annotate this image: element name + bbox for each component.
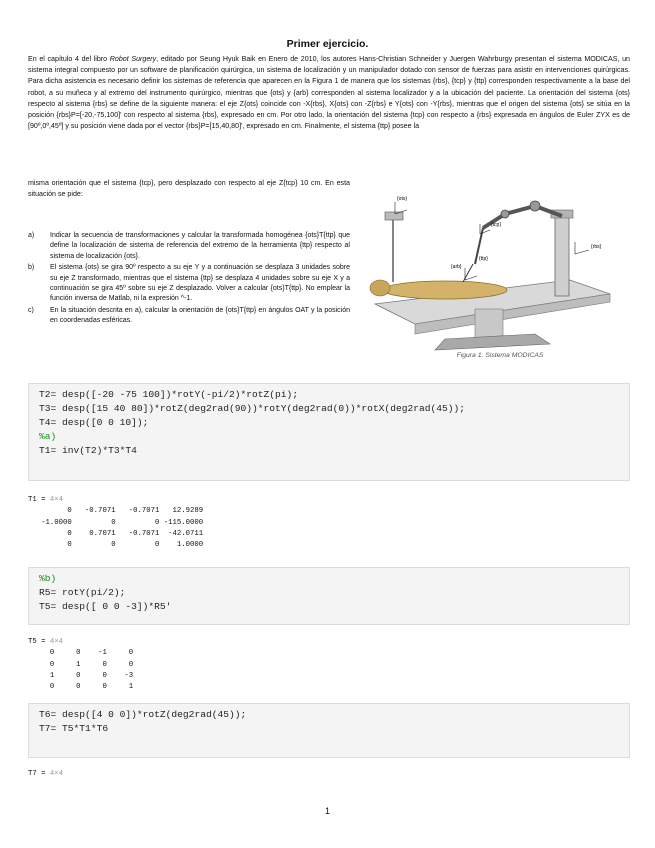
question-c: c) En la situación descrita en a), calcular la orientación de {ots}T{ttp} en ángulos OAT y la posición en coordenadas esféricas. (28, 306, 350, 325)
matrix-row: 0 0 0 1 (28, 683, 134, 692)
output-T1 (28, 495, 203, 551)
output-T5 (28, 637, 133, 693)
output-T7 (28, 769, 63, 780)
output-dims: 4×4 (49, 496, 64, 504)
code-line: T4= desp([0 0 10]); (39, 417, 149, 428)
matrix-row: 0 -0.7071 -0.7071 12.9289 (28, 507, 204, 516)
code-line: T7= T5*T1*T6 (39, 723, 109, 734)
intro-continuation: misma orientación que el sistema {tcp}, pero desplazado con respecto al eje Z{tcp} 10 cm. En esta situación se pide: (28, 179, 350, 199)
output-name: T5 = (28, 638, 46, 646)
label-ots: {ots} (397, 196, 408, 202)
output-name: T7 = (28, 770, 46, 778)
label-tcp: {tcp} (491, 222, 502, 228)
code-line: R5= rotY(pi/2); (39, 587, 126, 598)
code-comment: %b) (39, 573, 57, 584)
output-dims: 4×4 (49, 638, 64, 646)
matrix-row: 0 0 0 1.0000 (28, 541, 204, 550)
matrix-row: 0 0 -1 0 (28, 649, 134, 658)
page-number: 1 (324, 806, 330, 816)
intro-text: En el capítulo 4 del libro Robot Surgery, editado por Seung Hyuk Baik en Enero de 2010, los autores Hans-Christian Schneider y Juergen Wahrburgy presentan el sistema MODICAS, un sistema integral compuesto por un software de planificación quirúrgica, un sistema de localización y un manipulador dotado con sensor de fuerzas para asistir en intervenciones quirúrgicas. Para dicha asistencia es necesario definir los sistemas de referencia que aparecen en la Figura 1 de manera que los sistemas {rbs}, {tcp} y {ttp} corresponden respectivamente a la base del robot, a su muñeca y al extremo del instrumento quirúrgico, mientras que {ots} y {arb} corresponden al sistema localizador y a la ubicación del paciente. La orientación del sistema {ots} respecto al sistema {rbs} se define de la siguiente manera: el eje Z{ots} coincide con -X{rbs}, X{ots} con -Z{rbs} e Y{ots} con -Y{rbs}, mientras que el origen del sistema {ots} se sitúa en la posición {rbs}P=[-20,-75,100]' con respecto al sistema {rbs}, expresado en cm. Por otro lado, la orientación del sistema {tcp} con respecto a {rbs} expresada en ángulos de Euler ZYX es de [90º,0º,45º] y su posición viene dada por el vector {rbs}P=[15,40,80]', expresado en cm. Finalmente, el sistema {ttp} posee la (28, 55, 630, 131)
book-title: Robot Surgery (109, 55, 157, 63)
code-line: T6= desp([4 0 0])*rotZ(deg2rad(45)); (39, 709, 247, 720)
output-name: T1 = (28, 496, 46, 504)
question-b: b) El sistema {ots} se gira 90º respecto a su eje Y y a continuación se desplaza 3 unidades sobre su eje Z transformado, mientras que el sistema {ttp} se desplaza 4 unidades sobre su eje X y a continuación se gira 45º sobre su eje Z desplazado. Volver a calcular {ots}T{ttp}. No emplear la función inversa de Matlab, ni la expresión ^-1. (28, 264, 350, 303)
matrix-row: 0 1 0 0 (28, 660, 134, 669)
code-line: T2= desp([-20 -75 100])*rotY(-pi/2)*rotZ(pi); (39, 389, 299, 400)
code-line: T1= inv(T2)*T3*T4 (39, 445, 137, 456)
question-a: a) Indicar la secuencia de transformaciones y calcular la transformada homogénea {ots}T{ttp} que define la localización de sistema de referencia del extremo de la herramienta {ttp} respecto al sistema de localización {ots}. (28, 232, 350, 260)
page-title: Primer ejercicio. (286, 38, 369, 50)
code-line: T5= desp([ 0 0 -3])*R5' (39, 601, 172, 612)
matrix-row: -1.0000 0 0 -115.0000 (28, 518, 204, 527)
matrix-row: 1 0 0 -3 (28, 671, 134, 680)
questions-list (28, 231, 350, 328)
label-ttp: {ttp} (479, 256, 488, 262)
code-block-3[interactable] (28, 703, 630, 758)
code-block-2[interactable] (28, 567, 630, 625)
matrix-row: 0 0.7071 -0.7071 -42.0711 (28, 529, 204, 538)
code-line: T3= desp([15 40 80])*rotZ(deg2rad(90))*rotY(deg2rad(0))*rotX(deg2rad(45)); (39, 403, 466, 414)
figure-caption: Figura 1. Sistema MODICAS (456, 352, 544, 359)
output-dims: 4×4 (49, 770, 64, 778)
label-arb: {arb} (451, 264, 462, 270)
code-block-1[interactable] (28, 383, 630, 481)
code-comment: %a) (39, 431, 57, 442)
modicas-figure (355, 184, 625, 352)
label-rbs: {rbs} (591, 244, 602, 250)
